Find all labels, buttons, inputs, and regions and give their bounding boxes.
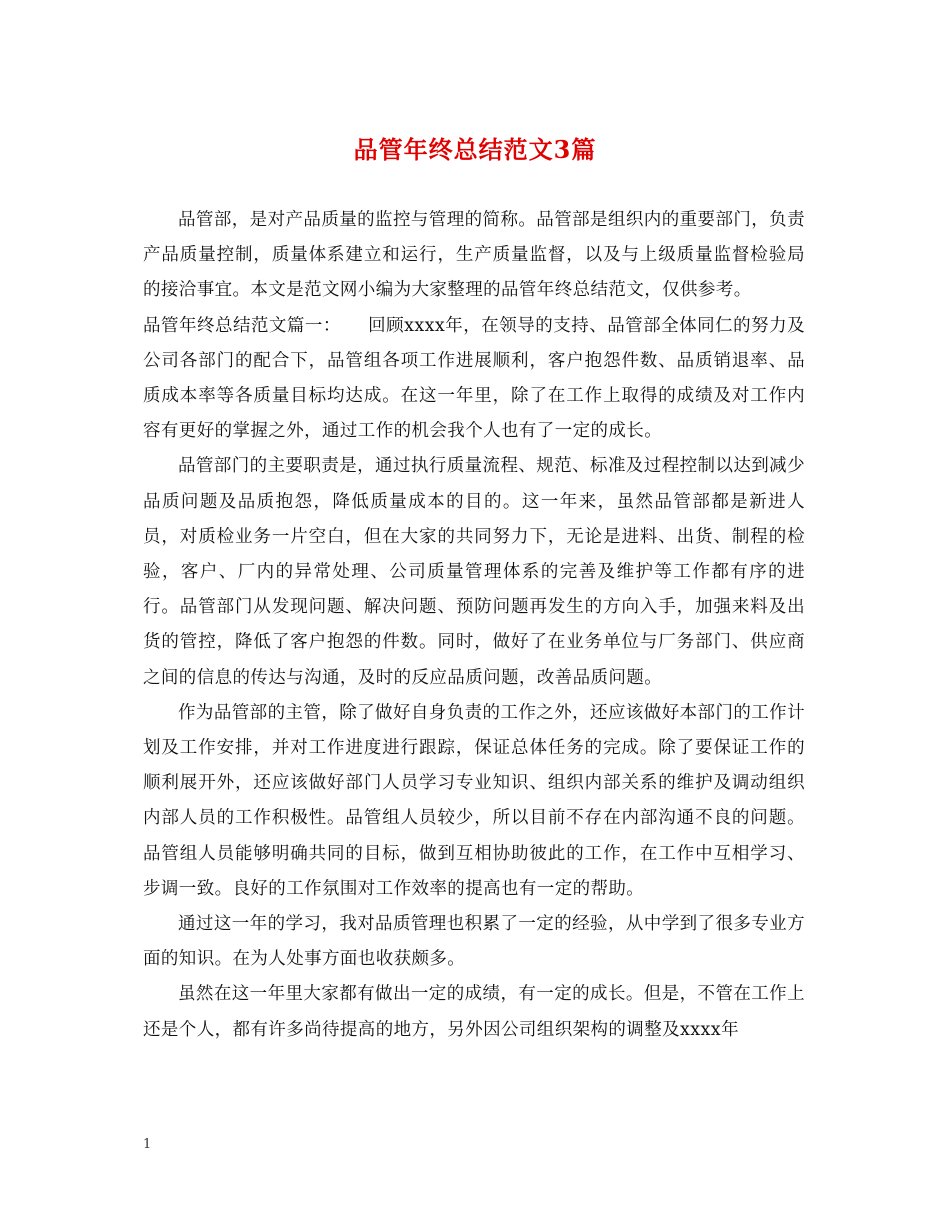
paragraph-intro: 品管部，是对产品质量的监控与管理的简称。品管部是组织内的重要部门，负责产品质量控制，质量体系建立和运行，生产质量监督，以及与上级质量监督检验局的接洽事宜。本文是范文网小编为大家整理的品管年终总结范文，仅供参考。	[143, 210, 805, 301]
paragraph-learning: 通过这一年的学习，我对品质管理也积累了一定的经验，从中学到了很多专业方面的知识。在为人处事方面也收获颇多。	[143, 914, 805, 970]
page-number: 1	[143, 1137, 152, 1152]
paragraph-article-one: 品管年终总结范文篇一： 回顾xxxx年，在领导的支持、品管部全体同仁的努力及公司各部门的配合下，品管组各项工作进展顺利，客户抱怨件数、品质销退率、品质成本率等各质量目标均达成。在这一年里，除了在工作上取得的成绩及对工作内容有更好的掌握之外，通过工作的机会我个人也有了一定的成长。	[143, 315, 805, 442]
paragraph-improvement: 虽然在这一年里大家都有做出一定的成绩，有一定的成长。但是，不管在工作上还是个人，都有许多尚待提高的地方，另外因公司组织架构的调整及xxxx年	[143, 984, 805, 1040]
document-title: 品管年终总结范文3篇	[353, 135, 597, 164]
paragraph-supervisor: 作为品管部的主管，除了做好自身负责的工作之外，还应该做好本部门的工作计划及工作安排，并对工作进度进行跟踪，保证总体任务的完成。除了要保证工作的顺利展开外，还应该做好部门人员学习专业知识、组织内部关系的维护及调动组织内部人员的工作积极性。品管组人员较少，所以目前不存在内部沟通不良的问题。品管组人员能够明确共同的目标，做到互相协助彼此的工作，在工作中互相学习、步调一致。良好的工作氛围对工作效率的提高也有一定的帮助。	[143, 702, 805, 899]
document-body	[143, 203, 805, 1048]
paragraph-duties: 品管部门的主要职责是，通过执行质量流程、规范、标准及过程控制以达到减少品质问题及品质抱怨，降低质量成本的目的。这一年来，虽然品管部都是新进人员，对质检业务一片空白，但在大家的共同努力下，无论是进料、出货、制程的检验，客户、厂内的异常处理、公司质量管理体系的完善及维护等工作都有序的进行。品管部门从发现问题、解决问题、预防问题再发生的方向入手，加强来料及出货的管控，降低了客户抱怨的件数。同时，做好了在业务单位与厂务部门、供应商之间的信息的传达与沟通，及时的反应品质问题，改善品质问题。	[143, 456, 805, 688]
